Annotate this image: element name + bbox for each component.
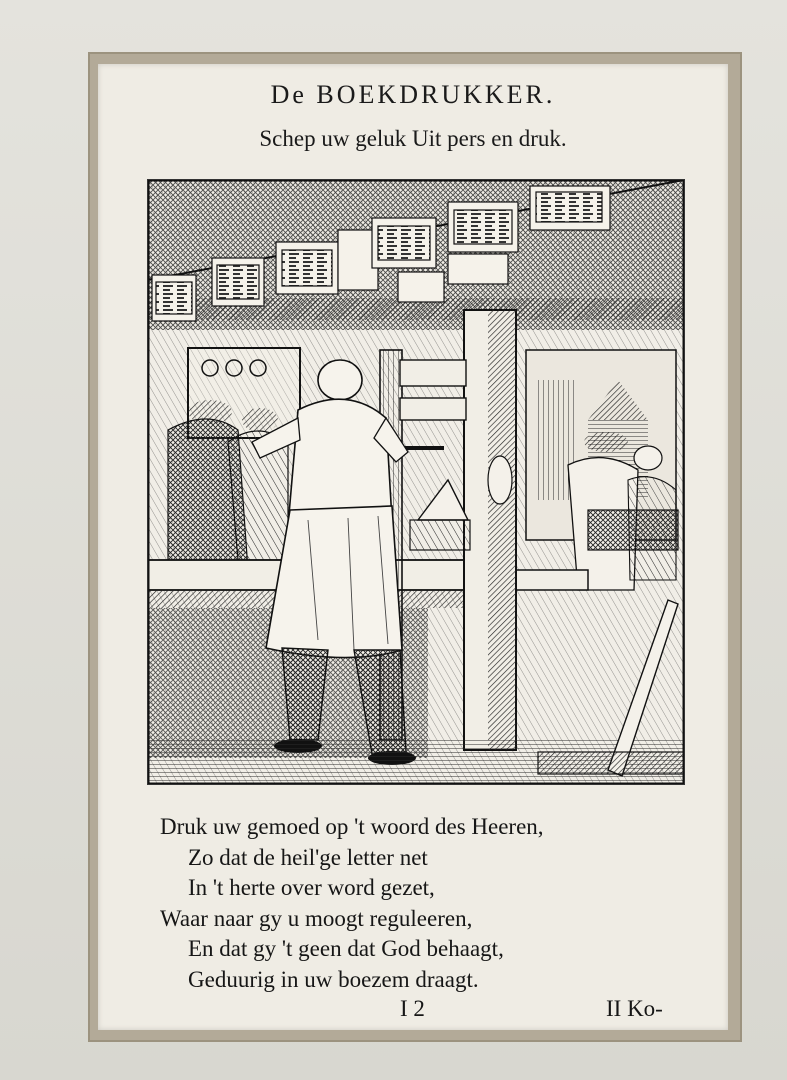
verse-line: Geduurig in uw boezem draagt.	[188, 966, 479, 992]
verse-line: Zo dat de heil'ge letter net	[188, 844, 428, 870]
verse-block	[160, 812, 720, 995]
printing-workshop-scene	[148, 180, 684, 784]
verse-line: En dat gy 't geen dat God behaagt,	[188, 936, 504, 961]
catchword: II Ko-	[606, 996, 663, 1021]
verse-line: In 't herte over word gezet,	[188, 875, 435, 900]
signature-mark: I 2	[400, 996, 425, 1021]
verse-line: Druk uw gemoed op 't woord des Heeren,	[160, 814, 544, 839]
compositors-left	[168, 400, 288, 570]
print-title: De BOEKDRUKKER.	[270, 80, 556, 109]
verse-line: Waar naar gy u moogt reguleeren,	[160, 905, 473, 931]
engraving-illustration	[148, 180, 684, 784]
print-motto: Schep uw geluk Uit pers en druk.	[259, 126, 567, 151]
